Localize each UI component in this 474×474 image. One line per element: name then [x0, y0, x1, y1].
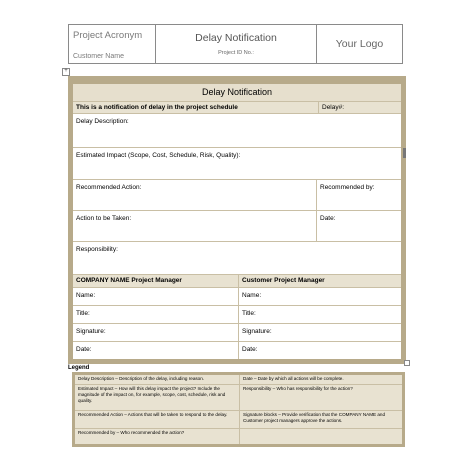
legend-cell-right: Date – Date by which all actions will be complete.	[243, 376, 344, 381]
action-to-be-taken-cell[interactable]	[73, 211, 316, 241]
legend-cell-left: Recommended Action – Actions that will be taken to respond to the delay.	[75, 411, 240, 428]
delay-number-cell[interactable]	[318, 102, 401, 113]
company-pm-name-cell[interactable]	[73, 288, 238, 305]
customer-pm-name-cell[interactable]	[238, 288, 401, 305]
delay-notification-form	[72, 83, 402, 360]
table-move-handle-icon[interactable]: +	[62, 68, 70, 76]
pm-name-row	[73, 288, 401, 306]
action-date-label: Date:	[320, 215, 336, 222]
legend-body	[75, 375, 402, 444]
company-pm-header	[73, 275, 238, 287]
company-pm-title-label: Title:	[76, 310, 90, 317]
pm-title-row	[73, 306, 401, 324]
header-title-cell	[156, 25, 317, 63]
signatures-header-row	[73, 275, 401, 288]
legend-cell-left: Recommended by – Who recommended the action?	[75, 429, 240, 444]
company-pm-date-label: Date:	[76, 346, 92, 353]
estimated-impact-label: Estimated Impact (Scope, Cost, Schedule, Risk, Quality):	[76, 152, 241, 159]
logo-placeholder: Your Logo	[335, 38, 384, 50]
customer-name: Customer Name	[73, 53, 124, 60]
action-to-be-taken-label: Action to be Taken:	[76, 215, 132, 222]
pm-signature-row	[73, 324, 401, 342]
recommended-action-label: Recommended Action:	[76, 184, 142, 191]
document-header	[68, 24, 403, 64]
notice-text: This is a notification of delay in the project schedule	[76, 104, 238, 111]
header-title: Delay Notification	[195, 32, 277, 44]
company-pm-date-cell[interactable]	[73, 342, 238, 359]
delay-description-row[interactable]	[73, 114, 401, 148]
recommended-by-label: Recommended by:	[320, 184, 375, 191]
legend-cell-left: Delay Description – Description of the delay, including reason.	[75, 375, 240, 384]
table-resize-handle-icon[interactable]	[404, 360, 410, 366]
form-title: Delay Notification	[201, 87, 273, 97]
legend-table	[72, 372, 405, 447]
header-logo-cell	[317, 25, 402, 63]
legend-title: Legend	[68, 365, 90, 371]
form-title-row	[73, 84, 401, 102]
customer-pm-name-label: Name:	[242, 292, 262, 299]
customer-pm-header	[238, 275, 401, 287]
delay-number-label: Delay#:	[322, 104, 345, 111]
customer-pm-date-cell[interactable]	[238, 342, 401, 359]
project-id-label: Project ID No.:	[218, 50, 254, 56]
company-pm-signature-label: Signature:	[76, 328, 106, 335]
legend-row	[75, 429, 402, 444]
estimated-impact-row[interactable]	[73, 148, 401, 180]
company-pm-signature-cell[interactable]	[73, 324, 238, 341]
recommended-by-cell[interactable]	[316, 180, 401, 210]
legend-row	[75, 411, 402, 429]
customer-pm-date-label: Date:	[242, 346, 258, 353]
header-project-cell	[69, 25, 156, 63]
recommended-action-cell[interactable]	[73, 180, 316, 210]
project-acronym: Project Acronym	[73, 30, 143, 41]
action-row	[73, 211, 401, 242]
recommended-action-row	[73, 180, 401, 211]
customer-pm-title-label: Title:	[242, 310, 256, 317]
pm-date-row	[73, 342, 401, 359]
legend-cell-left: Estimated Impact – How will this delay impact the project? Include the magnitude of the impact on, for example, scope, cost, schedule, risk and quality.	[75, 385, 240, 410]
notice-cell	[73, 102, 318, 113]
company-pm-name-label: Name:	[76, 292, 96, 299]
responsibility-label: Responsibility:	[76, 246, 118, 253]
action-date-cell[interactable]	[316, 211, 401, 241]
customer-pm-title-cell[interactable]	[238, 306, 401, 323]
legend-cell-right: Signature blocks – Provide verification that the COMPANY NAME and Customer project managers approve the actions.	[243, 412, 386, 423]
customer-pm-title: Customer Project Manager	[242, 277, 325, 284]
delay-description-label: Delay Description:	[76, 118, 129, 125]
legend-cell-right: Responsibility – Who has responsibility for the action?	[243, 386, 353, 391]
responsibility-row[interactable]	[73, 242, 401, 275]
resize-marker-icon[interactable]	[403, 148, 406, 158]
company-pm-title-cell[interactable]	[73, 306, 238, 323]
legend-cell-right	[240, 429, 402, 444]
company-pm-title: COMPANY NAME Project Manager	[76, 277, 182, 284]
customer-pm-signature-label: Signature:	[242, 328, 272, 335]
customer-pm-signature-cell[interactable]	[238, 324, 401, 341]
legend-row	[75, 385, 402, 411]
notice-row	[73, 102, 401, 114]
legend-row	[75, 375, 402, 385]
